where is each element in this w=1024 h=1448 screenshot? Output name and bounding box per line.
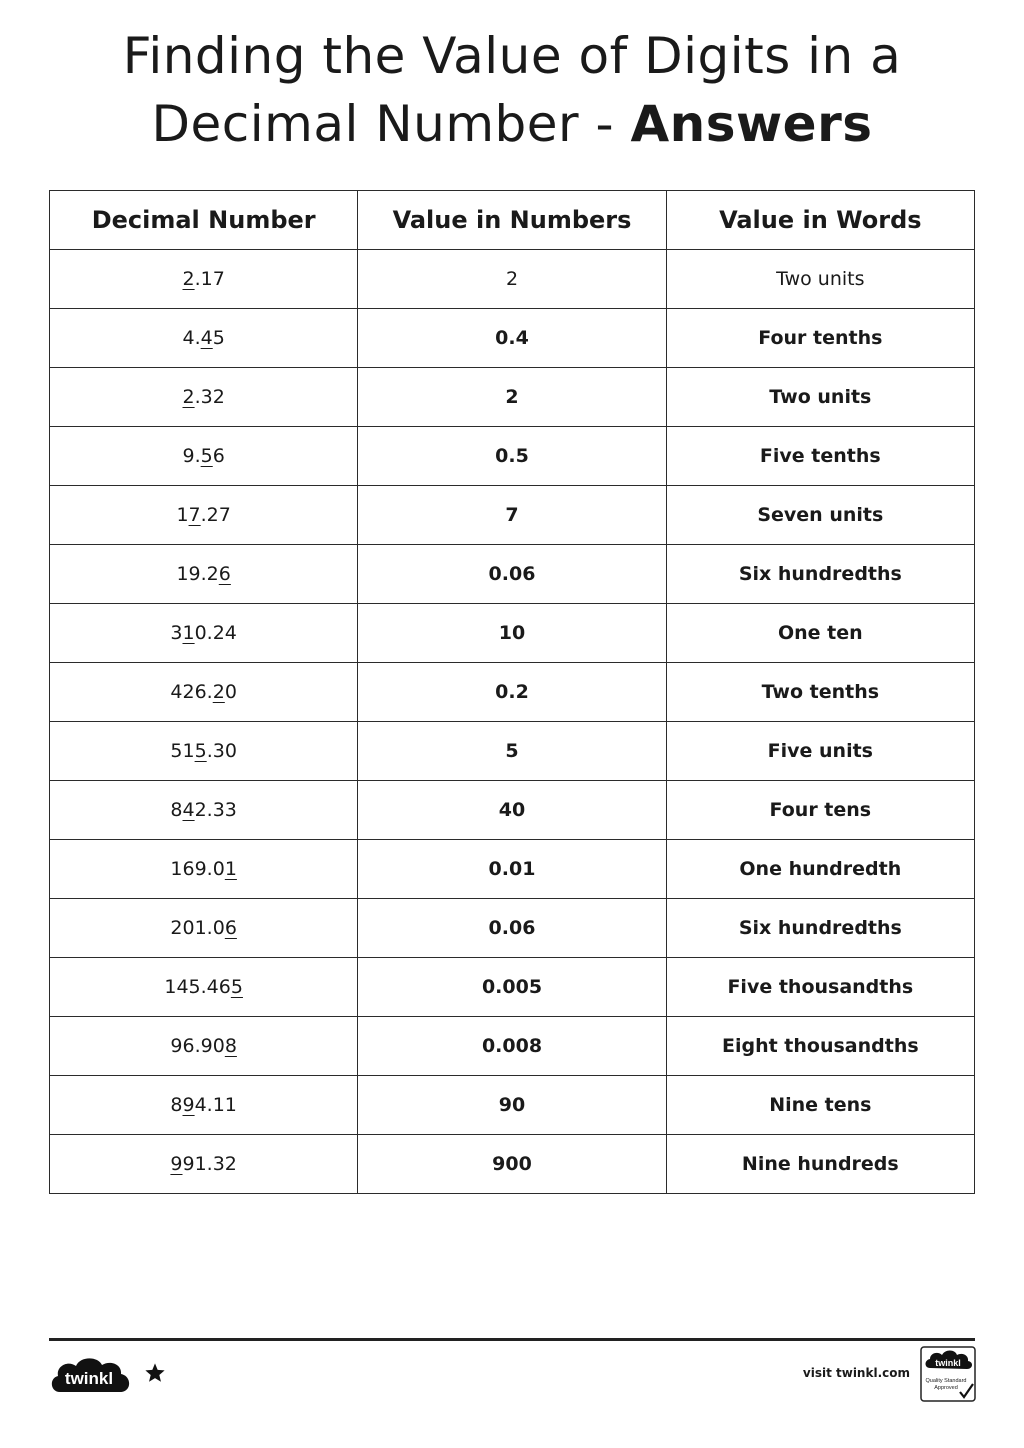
value-in-words-cell: Six hundredths [666,545,974,604]
decimal-part-before: 51 [170,740,195,762]
decimal-underlined-digit: 5 [230,976,243,998]
decimal-number-cell [50,840,358,899]
table-row [50,427,975,486]
header-value-in-numbers: Value in Numbers [358,191,666,250]
decimal-number-cell [50,486,358,545]
decimal-number-cell [50,368,358,427]
decimal-underlined-digit: 2 [212,681,225,703]
title-line-1: Finding the Value of Digits in a [122,27,902,85]
decimal-part-before: 96.90 [170,1035,225,1057]
value-in-words-cell: One ten [666,604,974,663]
logo-text: twinkl [64,1369,114,1388]
decimal-underlined-digit: 9 [170,1153,183,1175]
decimal-number-cell [50,545,358,604]
decimal-number-cell [50,1135,358,1194]
badge-line-2: Approved [934,1385,958,1391]
decimal-number-cell [50,958,358,1017]
value-in-numbers-cell: 10 [358,604,666,663]
value-in-words-cell: Seven units [666,486,974,545]
decimal-part-before: 426. [170,681,213,703]
value-in-words-cell: Five tenths [666,427,974,486]
badge-brand: twinkl [935,1358,961,1368]
decimal-underlined-digit: 6 [218,563,231,585]
table-row [50,604,975,663]
value-in-numbers-cell: 90 [358,1076,666,1135]
title-line-2 [0,90,1024,158]
decimal-underlined-digit: 6 [224,917,237,939]
table-row [50,1017,975,1076]
value-in-numbers-cell: 0.2 [358,663,666,722]
table-row [50,958,975,1017]
decimal-part-before: 201.0 [170,917,225,939]
value-in-numbers-cell: 2 [358,250,666,309]
decimal-number-cell [50,781,358,840]
value-in-words-cell: One hundredth [666,840,974,899]
decimal-part-before: 4. [182,327,201,349]
decimal-number-cell [50,427,358,486]
table-row [50,781,975,840]
table-row [50,840,975,899]
table-row [50,663,975,722]
decimal-part-before: 19.2 [176,563,219,585]
decimal-part-after: .32 [194,386,225,408]
decimal-part-before: 8 [170,799,183,821]
table-row [50,309,975,368]
title-line-2-regular: Decimal Number - [151,95,631,153]
value-in-numbers-cell: 0.01 [358,840,666,899]
decimal-part-before: 1 [176,504,189,526]
decimal-underlined-digit: 9 [182,1094,195,1116]
value-in-words-cell: Four tens [666,781,974,840]
decimal-number-cell [50,722,358,781]
decimal-part-after: .27 [200,504,231,526]
decimal-underlined-digit: 5 [200,445,213,467]
value-in-words-cell: Two units [666,250,974,309]
decimal-part-after: 5 [212,327,225,349]
decimal-part-before: 145.46 [164,976,231,998]
value-in-numbers-cell: 2 [358,368,666,427]
table-row [50,899,975,958]
decimal-number-cell [50,604,358,663]
decimal-number-cell [50,663,358,722]
decimal-part-after: 0 [224,681,237,703]
decimal-underlined-digit: 8 [224,1035,237,1057]
value-in-words-cell: Nine hundreds [666,1135,974,1194]
value-in-numbers-cell: 0.06 [358,545,666,604]
star-icon [144,1362,166,1384]
value-in-words-cell: Six hundredths [666,899,974,958]
decimal-underlined-digit: 4 [200,327,213,349]
decimal-part-before: 9. [182,445,201,467]
badge-line-1: Quality Standard [925,1378,967,1384]
value-in-numbers-cell: 7 [358,486,666,545]
decimal-part-after: 91.32 [182,1153,237,1175]
decimal-number-cell [50,899,358,958]
value-in-numbers-cell: 40 [358,781,666,840]
decimal-part-after: 0.24 [194,622,237,644]
value-in-words-cell: Nine tens [666,1076,974,1135]
decimal-part-before: 169.0 [170,858,225,880]
decimal-underlined-digit: 5 [194,740,207,762]
decimal-part-before: 3 [170,622,183,644]
page-title [0,22,1024,158]
table-row [50,545,975,604]
decimal-underlined-digit: 7 [188,504,201,526]
decimal-part-after: 6 [212,445,225,467]
title-line-2-bold: Answers [630,95,873,153]
decimal-part-after: .17 [194,268,225,290]
decimal-part-after: .30 [206,740,237,762]
value-in-numbers-cell: 5 [358,722,666,781]
table-row [50,722,975,781]
table-body [50,250,975,1194]
decimal-number-cell [50,1017,358,1076]
table-row [50,368,975,427]
decimal-part-after: 4.11 [194,1094,237,1116]
decimal-number-cell [50,1076,358,1135]
visit-twinkl-link[interactable]: visit twinkl.com [802,1366,910,1380]
value-in-words-cell: Five units [666,722,974,781]
header-decimal-number: Decimal Number [50,191,358,250]
twinkl-cloud-logo [48,1352,132,1398]
value-in-words-cell: Four tenths [666,309,974,368]
decimal-number-cell [50,250,358,309]
table-row [50,1135,975,1194]
table-row [50,1076,975,1135]
decimal-part-after: 2.33 [194,799,237,821]
value-in-words-cell: Two tenths [666,663,974,722]
header-value-in-words: Value in Words [666,191,974,250]
quality-standard-badge [920,1346,976,1402]
value-in-words-cell: Five thousandths [666,958,974,1017]
value-in-numbers-cell: 0.008 [358,1017,666,1076]
decimal-part-before: 8 [170,1094,183,1116]
answers-table [49,190,975,1194]
value-in-words-cell: Eight thousandths [666,1017,974,1076]
value-in-words-cell: Two units [666,368,974,427]
decimal-underlined-digit: 1 [224,858,237,880]
decimal-underlined-digit: 4 [182,799,195,821]
value-in-numbers-cell: 0.4 [358,309,666,368]
table-header-row [50,191,975,250]
value-in-numbers-cell: 0.005 [358,958,666,1017]
table-row [50,486,975,545]
decimal-number-cell [50,309,358,368]
decimal-underlined-digit: 1 [182,622,195,644]
footer-divider [49,1338,975,1341]
decimal-underlined-digit: 2 [182,386,195,408]
value-in-numbers-cell: 900 [358,1135,666,1194]
value-in-numbers-cell: 0.5 [358,427,666,486]
table-row [50,250,975,309]
value-in-numbers-cell: 0.06 [358,899,666,958]
decimal-underlined-digit: 2 [182,268,195,290]
